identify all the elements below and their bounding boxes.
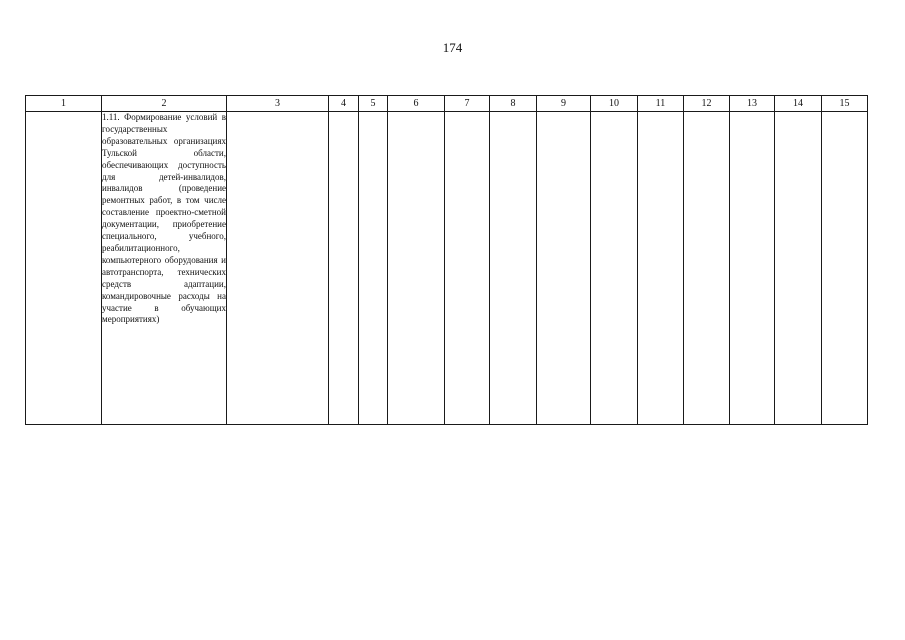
- column-header-15: 15: [822, 96, 868, 112]
- column-header-1: 1: [26, 96, 102, 112]
- table-cell-description: [102, 112, 227, 425]
- data-table: [25, 95, 868, 425]
- table-cell-11: [638, 112, 684, 425]
- column-header-10: 10: [591, 96, 638, 112]
- table-cell-1: [26, 112, 102, 425]
- table-cell-3: [227, 112, 329, 425]
- header-row: [26, 96, 868, 112]
- column-header-13: 13: [730, 96, 775, 112]
- column-header-8: 8: [490, 96, 537, 112]
- table-cell-12: [684, 112, 730, 425]
- table-cell-13: [730, 112, 775, 425]
- table-cell-4: [329, 112, 359, 425]
- table-cell-9: [537, 112, 591, 425]
- column-header-7: 7: [445, 96, 490, 112]
- column-header-2: 2: [102, 96, 227, 112]
- table-row: [26, 112, 868, 425]
- column-header-11: 11: [638, 96, 684, 112]
- column-header-9: 9: [537, 96, 591, 112]
- column-header-4: 4: [329, 96, 359, 112]
- table-cell-10: [591, 112, 638, 425]
- column-header-3: 3: [227, 96, 329, 112]
- column-header-12: 12: [684, 96, 730, 112]
- column-header-5: 5: [359, 96, 388, 112]
- column-header-6: 6: [388, 96, 445, 112]
- table-cell-8: [490, 112, 537, 425]
- table-cell-7: [445, 112, 490, 425]
- table-cell-6: [388, 112, 445, 425]
- table-cell-5: [359, 112, 388, 425]
- measure-description: 1.11. Формирование условий в государственных образовательных организациях Тульской области, обеспечивающих доступность для детей-инвалидов, инвалидов (проведение ремонтных работ, в том числе составление проектно-сметной документации, приобретение специального, учебного, реабилитационного, компьютерного оборудования и автотранспорта, технических средств адаптации, командировочные расходы на участие в обучающих мероприятиях): [102, 112, 226, 325]
- page-number: 174: [442, 40, 463, 55]
- table-cell-14: [775, 112, 822, 425]
- column-header-14: 14: [775, 96, 822, 112]
- table-cell-15: [822, 112, 868, 425]
